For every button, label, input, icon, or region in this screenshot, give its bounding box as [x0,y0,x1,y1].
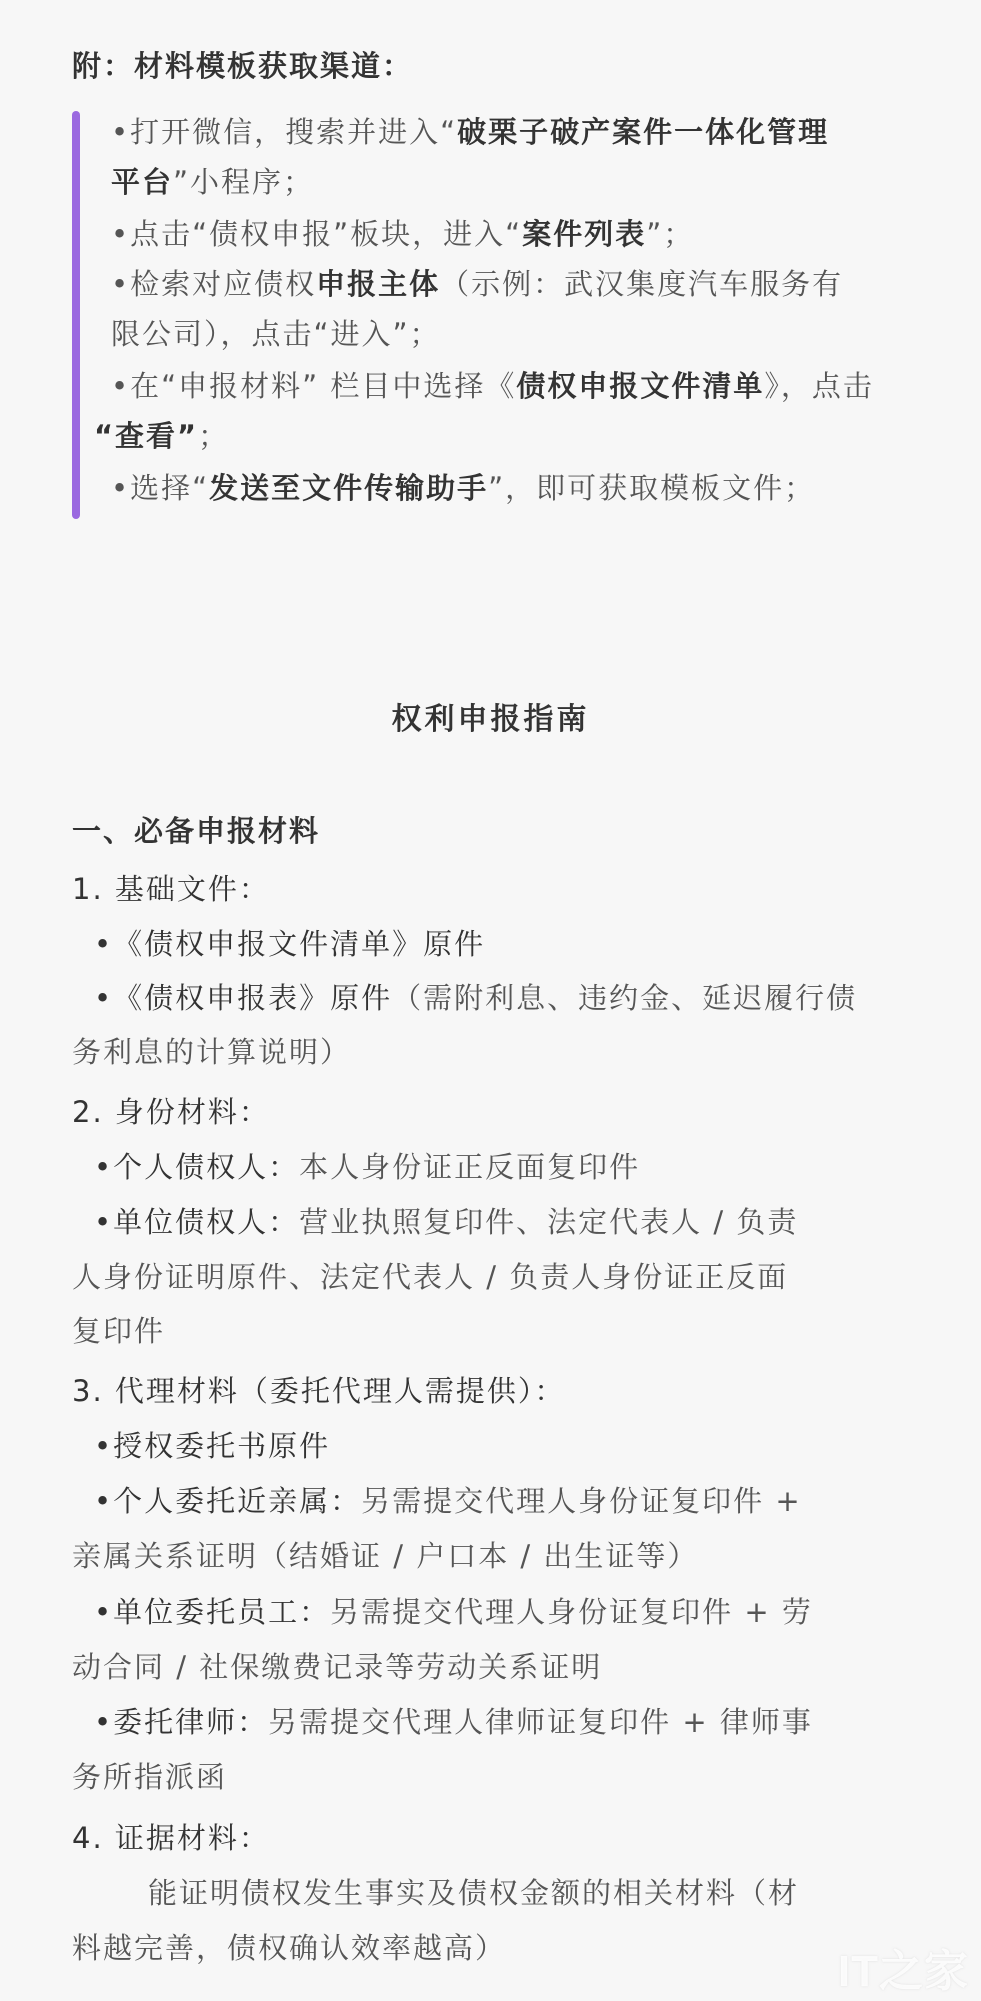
agent-item-4: •委托律师：另需提交代理人律师证复印件 + 律师事 [94,1705,813,1739]
step-1-line-2: 平台”小程序； [111,165,315,199]
step-1-line-1: •打开微信，搜索并进入“破栗子破产案件一体化管理 [111,115,830,149]
identity-item-1: •个人债权人：本人身份证正反面复印件 [94,1150,641,1184]
guide-title: 权利申报指南 [391,702,590,737]
agent-item-4-line-2: 务所指派函 [72,1760,228,1794]
step-3-line-2: 限公司），点击“进入”； [111,317,441,351]
agent-item-2: •个人委托近亲属：另需提交代理人身份证复印件 + [94,1484,802,1518]
basic-item-1: •《债权申报文件清单》原件 [94,927,486,961]
basic-item-2: •《债权申报表》原件（需附利息、违约金、延迟履行债 [94,981,858,1015]
identity-item-2-line-3: 复印件 [72,1314,166,1348]
step-4-line-2: “查看”； [94,419,230,453]
identity-item-2: •单位债权人：营业执照复印件、法定代表人 / 负责 [94,1205,799,1239]
step-2: •点击“债权申报”板块，进入“案件列表”； [111,217,695,251]
agent-item-2-line-2: 亲属关系证明（结婚证 / 户口本 / 出生证等） [72,1539,699,1573]
agent-item-3-line-2: 动合同 / 社保缴费记录等劳动关系证明 [72,1650,603,1684]
step-5: •选择“发送至文件传输助手”，即可获取模板文件； [111,471,816,505]
agent-heading: 3. 代理材料（委托代理人需提供）： [72,1374,566,1408]
step-3-line-1: •检索对应债权申报主体（示例：武汉集度汽车服务有 [111,267,844,301]
basic-files-heading: 1. 基础文件： [72,872,270,906]
section-1-heading: 一、必备申报材料 [72,814,321,848]
quote-accent-bar [72,111,80,519]
agent-item-1: •授权委托书原件 [94,1429,331,1463]
evidence-heading: 4. 证据材料： [72,1821,270,1855]
watermark-logo: IT之家 [837,1947,969,1996]
step-4-line-1: •在“申报材料” 栏目中选择《债权申报文件清单》，点击 [111,369,874,403]
evidence-line-2: 料越完善，债权确认效率越高） [72,1931,507,1965]
evidence-line-1: 能证明债权发生事实及债权金额的相关材料（材 [148,1876,800,1910]
agent-item-3: •单位委托员工：另需提交代理人身份证复印件 + 劳 [94,1595,813,1629]
identity-heading: 2. 身份材料： [72,1095,270,1129]
identity-item-2-line-2: 人身份证明原件、法定代表人 / 负责人身份证正反面 [72,1260,789,1294]
basic-item-2-line-2: 务利息的计算说明） [72,1035,352,1069]
attachment-title: 附：材料模板获取渠道： [72,49,414,83]
